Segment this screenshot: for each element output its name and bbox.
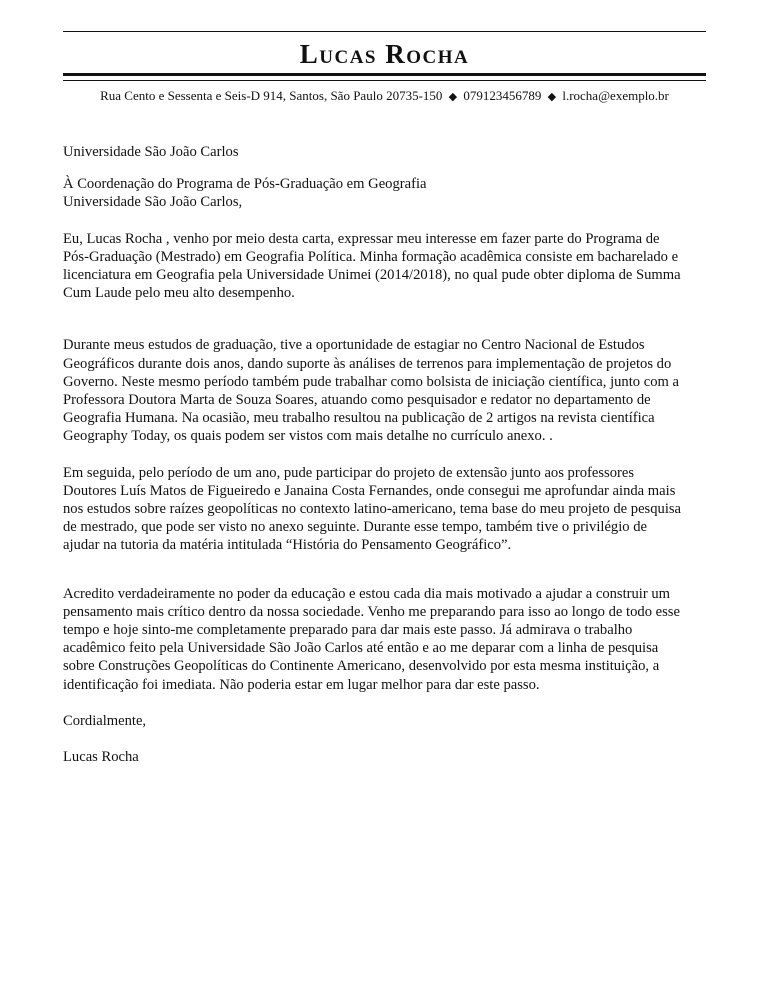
paragraph-graduation: Durante meus estudos de graduação, tive a oportunidade de estagiar no Centro Nacional de Estudos Geográficos durante dois anos, dando suporte às análises de terrenos para implementação de projetos do Governo. Neste mesmo período também pude trabalhar como bolsista de iniciação científica, junto com a Professora Doutora Marta de Souza Soares, atuando como pesquisador e redator no departamento de Geografia Humana. Na ocasião, meu trabalho resultou na publicação de 2 artigos na revista científica Geography Today, os quais podem ser vistos com mais detalhe no currículo anexo. .	[63, 337, 679, 445]
contact-address: Rua Cento e Sessenta e Seis-D 914, Santos, São Paulo 20735-150	[100, 88, 443, 103]
contact-email: l.rocha@exemplo.br	[562, 88, 669, 103]
header-thin-rule	[63, 80, 706, 81]
paragraph-extension: Em seguida, pelo período de um ano, pude participar do projeto de extensão junto aos professores Doutores Luís Matos de Figueiredo e Janaina Costa Fernandes, onde consegui me aprofundar ainda mais nos estudos sobre raízes geopolíticas no contexto latino-americano, tema base do meu projeto de pesquisa de mestrado, que pode ser visto no anexo seguinte. Durante esse tempo, também tive o privilégio de ajudar na tutoria da matéria intitulada “História do Pensamento Geográfico”.	[63, 464, 682, 554]
letter-body	[63, 143, 683, 766]
diamond-separator-icon: ◆	[448, 91, 458, 103]
paragraph-intro: Eu, Lucas Rocha , venho por meio desta carta, expressar meu interesse em fazer parte do Programa de Pós-Graduação (Mestrado) em Geografia Política. Minha formação acadêmica consiste em bacharelado e licenciatura em Geografia pela Universidade Unimei (2014/2018), no qual pude obter diploma de Summa Cum Laude pelo meu alto desempenho.	[63, 230, 681, 302]
sender-name: Lucas Rocha	[299, 39, 470, 69]
header-top-rule	[63, 31, 706, 32]
contact-phone: 079123456789	[463, 88, 542, 103]
contact-line	[63, 87, 706, 106]
paragraph-motivation: Acredito verdadeiramente no poder da educação e estou cada dia mais motivado a ajudar a construir um pensamento mais crítico dentro da nossa sociedade. Venho me preparando para isso ao longo de todo esse tempo e hoje sinto-me completamente preparado para dar mais este passo. Já admirava o trabalho acadêmico feito pela Universidade São João Carlos até então e ao me deparar com a linha de pesquisa sobre Construções Geopolíticas do Continente Americano, desenvolvido por esta mesma instituição, a identificação foi imediata. Não poderia estar em lugar melhor para dar este passo.	[63, 585, 680, 693]
recipient-line: Universidade São João Carlos	[63, 144, 239, 160]
signature-line: Lucas Rocha	[63, 749, 139, 766]
closing-line: Cordialmente,	[63, 712, 147, 729]
salutation-line-1: À Coordenação do Programa de Pós-Graduação em Geografia	[63, 176, 427, 193]
header-thick-rule	[63, 73, 706, 76]
diamond-separator-icon: ◆	[547, 91, 557, 103]
salutation-line-2: Universidade São João Carlos,	[63, 194, 243, 211]
